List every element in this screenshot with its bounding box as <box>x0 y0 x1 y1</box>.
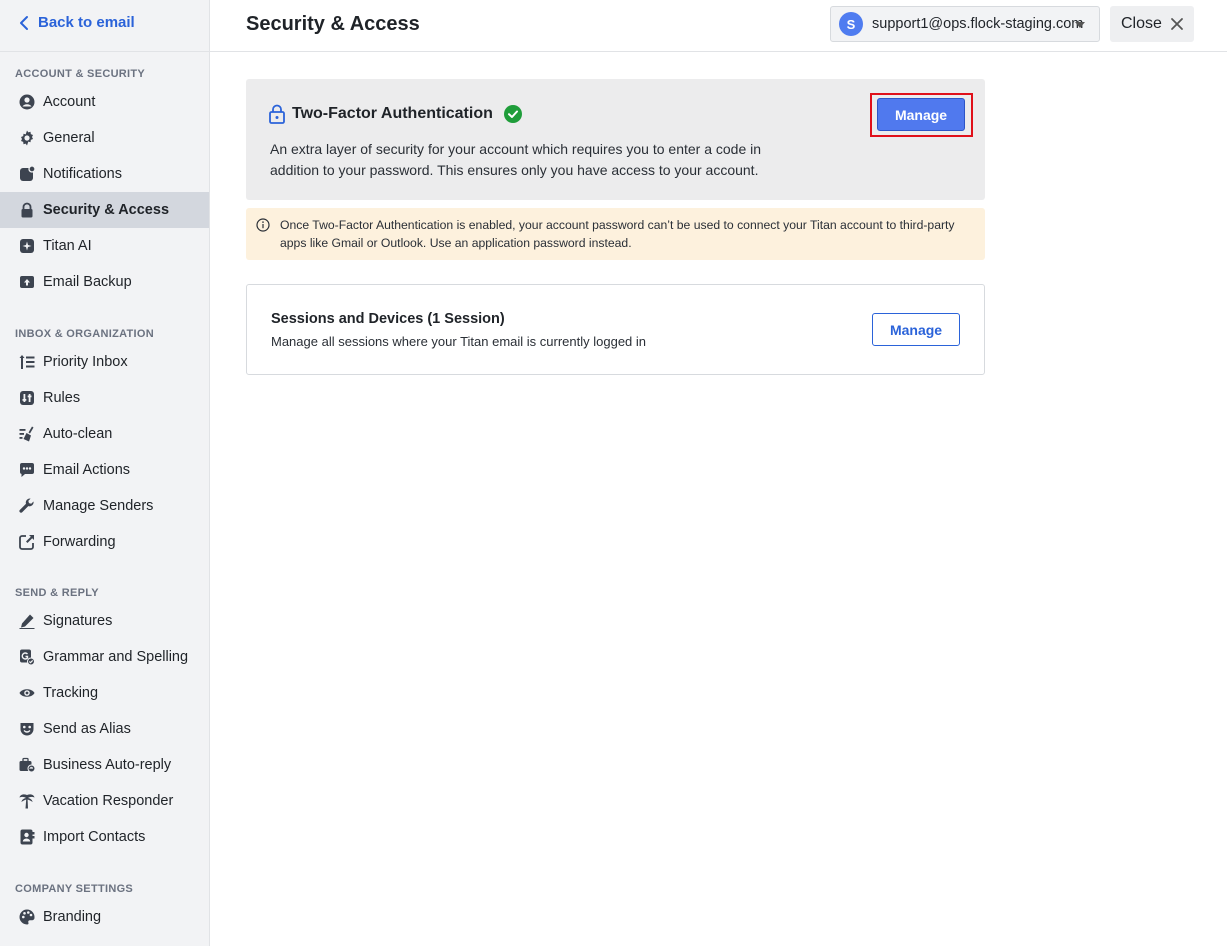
sidebar-item-label: Forwarding <box>43 534 116 550</box>
sidebar-item-label: Signatures <box>43 613 113 629</box>
sidebar-item-security-access[interactable] <box>0 192 209 228</box>
sidebar-item-label: Priority Inbox <box>43 354 128 370</box>
sidebar-item-label: Email Backup <box>43 274 132 290</box>
sidebar-item-vacation-responder[interactable] <box>0 783 209 819</box>
sidebar-item-email-actions[interactable] <box>0 452 209 488</box>
sidebar-item-label: General <box>43 130 95 146</box>
account-selector[interactable] <box>830 6 1100 42</box>
avatar: S <box>839 12 863 36</box>
sidebar-item-label: Business Auto-reply <box>43 757 172 773</box>
two-factor-title-row <box>268 104 522 124</box>
page-title: Security & Access <box>246 13 420 35</box>
sidebar-item-branding[interactable] <box>0 899 209 935</box>
close-label: Close <box>1121 15 1162 32</box>
priority-list-icon <box>18 354 35 371</box>
chevron-left-icon <box>18 16 30 30</box>
rules-icon <box>18 390 35 407</box>
sparkle-icon <box>18 238 35 255</box>
sidebar-item-label: Notifications <box>43 166 122 182</box>
sidebar-item-business-auto-reply[interactable] <box>0 747 209 783</box>
sidebar-item-titan-ai[interactable] <box>0 228 209 264</box>
sidebar-item-label: Account <box>43 94 96 110</box>
sidebar-item-label: Import Contacts <box>43 829 146 845</box>
info-notice <box>246 208 985 260</box>
sidebar-item-label: Grammar and Spelling <box>43 649 189 665</box>
close-button[interactable] <box>1110 6 1194 42</box>
sidebar-item-label: Tracking <box>43 685 99 701</box>
sidebar-item-label: Titan AI <box>43 238 92 254</box>
page-header <box>210 0 1227 52</box>
sidebar-item-general[interactable] <box>0 120 209 156</box>
sessions-title: Sessions and Devices (1 Session) <box>271 311 505 327</box>
mask-icon <box>18 721 35 738</box>
caret-down-icon <box>1075 22 1085 28</box>
grammar-icon <box>18 649 35 666</box>
sidebar-item-priority-inbox[interactable] <box>0 344 209 380</box>
sidebar-divider <box>0 51 210 52</box>
contacts-icon <box>18 829 35 846</box>
lock-icon <box>18 202 35 219</box>
sidebar-item-manage-senders[interactable] <box>0 488 209 524</box>
lock-icon <box>268 104 286 124</box>
back-to-email-label: Back to email <box>38 14 135 31</box>
sidebar-item-label: Security & Access <box>43 202 170 218</box>
sidebar-item-label: Rules <box>43 390 81 406</box>
sidebar-item-label: Email Actions <box>43 462 131 478</box>
sidebar-section-title: INBOX & ORGANIZATION <box>15 328 155 340</box>
email-actions-icon <box>18 462 35 479</box>
sidebar-item-grammar-and-spelling[interactable] <box>0 639 209 675</box>
notice-text: Once Two-Factor Authentication is enabled, your account password can’t be used to connect your Titan account to third-party apps like Gmail or Outlook. Use an application password instead. <box>280 218 955 250</box>
two-factor-card <box>246 79 985 200</box>
palette-icon <box>18 909 35 926</box>
settings-sidebar <box>0 0 210 946</box>
sidebar-item-rules[interactable] <box>0 380 209 416</box>
sidebar-item-send-as-alias[interactable] <box>0 711 209 747</box>
info-icon <box>256 218 270 232</box>
sidebar-section-title: COMPANY SETTINGS <box>15 883 134 895</box>
sidebar-item-label: Send as Alias <box>43 721 131 737</box>
two-factor-title: Two-Factor Authentication <box>292 105 493 122</box>
broom-icon <box>18 426 35 443</box>
backup-icon <box>18 274 35 291</box>
sidebar-item-label: Branding <box>43 909 102 925</box>
two-factor-description: An extra layer of security for your account which requires you to enter a code in addition to your password. This ensures only you have access to your account. <box>270 141 762 178</box>
sidebar-item-label: Auto-clean <box>43 426 113 442</box>
sessions-description: Manage all sessions where your Titan email is currently logged in <box>271 334 647 349</box>
forward-icon <box>18 534 35 551</box>
sidebar-item-signatures[interactable] <box>0 603 209 639</box>
sidebar-item-forwarding[interactable] <box>0 524 209 560</box>
pen-icon <box>18 613 35 630</box>
two-factor-manage-button[interactable]: Manage <box>877 98 965 131</box>
account-email: support1@ops.flock-staging.com <box>872 16 1084 32</box>
sidebar-item-import-contacts[interactable] <box>0 819 209 855</box>
sidebar-item-account[interactable] <box>0 84 209 120</box>
sidebar-item-tracking[interactable] <box>0 675 209 711</box>
notification-icon <box>18 166 35 183</box>
sidebar-item-notifications[interactable] <box>0 156 209 192</box>
auto-reply-icon <box>18 757 35 774</box>
sidebar-section-title: ACCOUNT & SECURITY <box>15 68 146 80</box>
close-icon <box>1171 18 1183 30</box>
check-circle-icon <box>504 105 522 123</box>
gear-icon <box>18 130 35 147</box>
account-icon <box>18 94 35 111</box>
sidebar-item-email-backup[interactable] <box>0 264 209 300</box>
wrench-icon <box>18 498 35 515</box>
eye-icon <box>18 685 35 702</box>
sessions-card <box>246 284 985 375</box>
sidebar-item-label: Vacation Responder <box>43 793 174 809</box>
sidebar-item-label: Manage Senders <box>43 498 154 514</box>
palm-tree-icon <box>18 793 35 810</box>
back-to-email-link[interactable] <box>18 14 135 31</box>
sidebar-item-auto-clean[interactable] <box>0 416 209 452</box>
sidebar-section-title: SEND & REPLY <box>15 587 99 599</box>
sessions-manage-button[interactable]: Manage <box>872 313 960 346</box>
